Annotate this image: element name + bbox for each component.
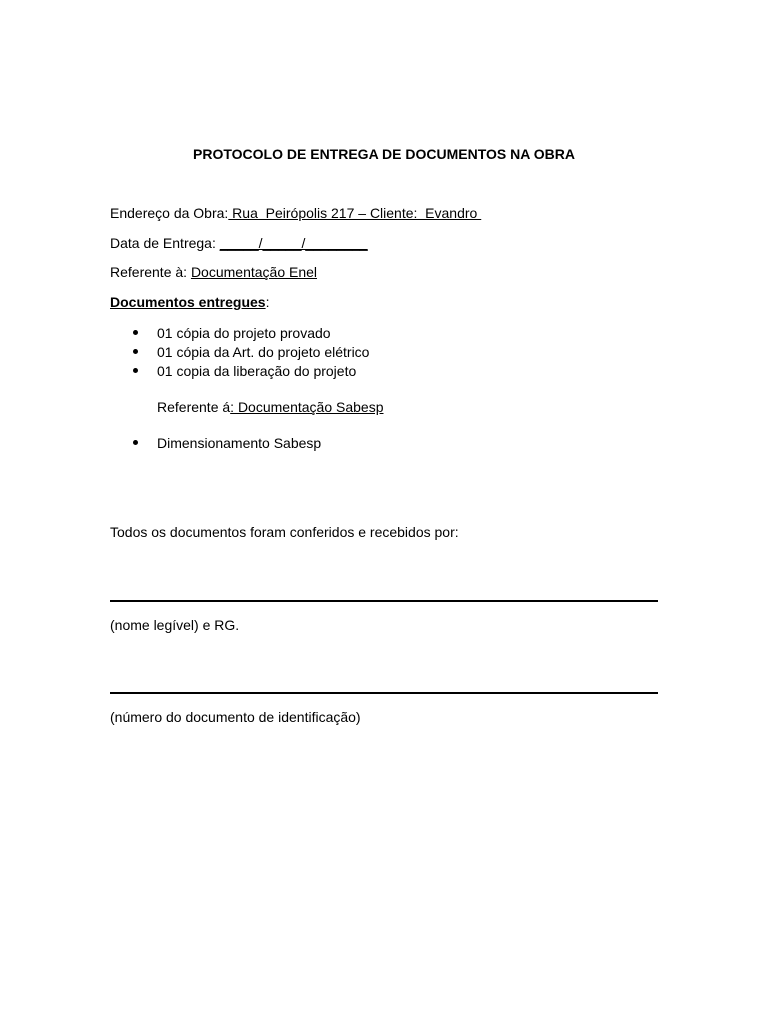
documents-delivered-heading bbox=[110, 294, 269, 310]
address-value: Rua Peirópolis 217 – Cliente: Evandro bbox=[228, 205, 482, 221]
reference-enel-value: Documentação Enel bbox=[190, 264, 318, 280]
delivery-date-label: Data de Entrega: bbox=[110, 235, 220, 251]
reference-sabesp-label: Referente á bbox=[157, 399, 231, 415]
signature-name-caption: (nome legível) e RG. bbox=[110, 617, 240, 633]
reference-sabesp-value: : Documentação Sabesp bbox=[230, 399, 384, 415]
verification-text: Todos os documentos foram conferidos e recebidos por: bbox=[110, 524, 459, 540]
documents-delivered-suffix: : bbox=[265, 294, 270, 310]
bullet-icon bbox=[133, 330, 138, 335]
list-item: Dimensionamento Sabesp bbox=[157, 435, 322, 451]
signature-id-caption: (número do documento de identificação) bbox=[110, 709, 361, 725]
signature-line-id bbox=[110, 692, 658, 694]
delivery-date-value: _____/_____/________ bbox=[219, 235, 368, 251]
signature-line-name bbox=[110, 600, 658, 602]
bullet-icon bbox=[133, 349, 138, 354]
reference-enel-label: Referente à: bbox=[110, 264, 191, 280]
bullet-icon bbox=[133, 440, 138, 445]
bullet-icon bbox=[133, 368, 138, 373]
documents-delivered-label: Documentos entregues bbox=[110, 294, 266, 310]
list-item: 01 cópia do projeto provado bbox=[157, 325, 331, 341]
document-title: PROTOCOLO DE ENTREGA DE DOCUMENTOS NA OBRA bbox=[193, 146, 575, 162]
list-item: 01 copia da liberação do projeto bbox=[157, 363, 357, 379]
list-item: 01 cópia da Art. do projeto elétrico bbox=[157, 344, 370, 360]
delivery-date-line bbox=[110, 235, 368, 251]
reference-sabesp-line bbox=[157, 399, 384, 415]
reference-enel-line bbox=[110, 264, 317, 280]
address-line bbox=[110, 205, 481, 221]
address-label: Endereço da Obra: bbox=[110, 205, 229, 221]
